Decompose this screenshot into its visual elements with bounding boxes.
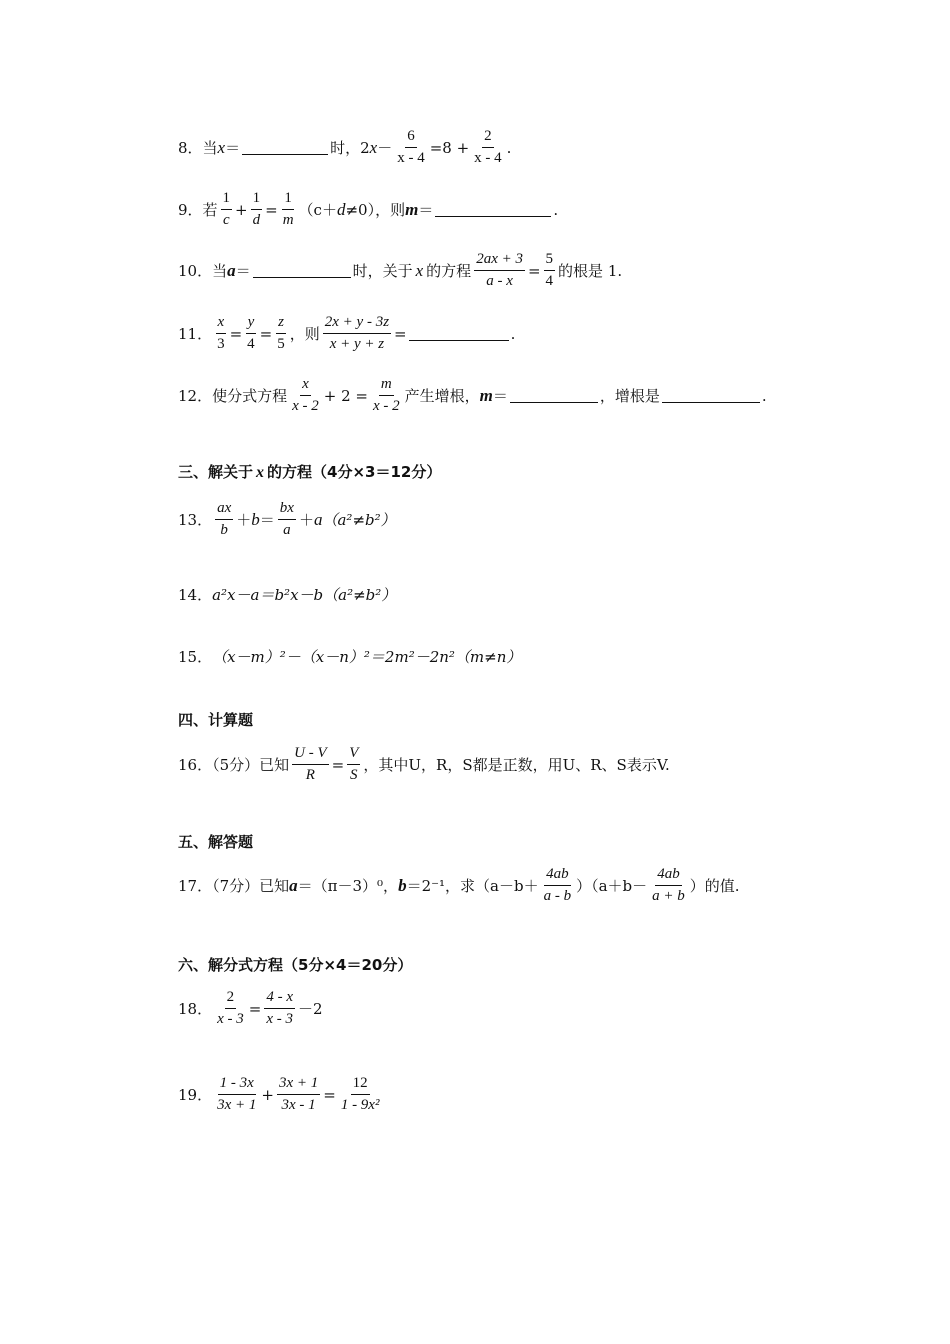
equals-sign: = <box>259 324 273 343</box>
question-10 <box>178 251 622 291</box>
fraction: $\frac{V}{S}$ <box>349 745 359 784</box>
section-heading-6: 六、解分式方程（5分×4＝20分） <box>178 956 413 974</box>
plus-sign: + <box>235 200 248 219</box>
plus-sign: ＋ <box>298 511 314 530</box>
condition-text: （a²≠b²） <box>322 511 396 530</box>
answer-blank[interactable] <box>510 388 598 403</box>
question-number: 14． <box>178 586 213 604</box>
question-8 <box>178 128 511 168</box>
variable: b <box>251 509 260 529</box>
period: . <box>553 200 559 219</box>
variable: a <box>227 260 236 280</box>
text: 的方程 <box>426 262 472 281</box>
text: 的根是 1. <box>558 262 623 281</box>
question-number: 10．当 <box>178 262 228 281</box>
question-19 <box>178 1075 384 1115</box>
equals-sign: ＝ <box>418 201 434 220</box>
fraction: 4ab a + b <box>652 866 685 905</box>
period: . <box>510 324 516 343</box>
equals-sign: ＝ <box>225 139 241 158</box>
period: . <box>761 386 767 405</box>
fraction: $\frac{5}{4}$ <box>545 251 554 290</box>
answer-blank[interactable] <box>242 140 328 155</box>
question-18 <box>178 989 323 1029</box>
fraction: $\frac{1}{d}$ <box>252 190 261 229</box>
question-15 <box>178 646 521 667</box>
variable: x <box>369 137 378 157</box>
answer-blank[interactable] <box>409 326 509 341</box>
fraction: $\frac{2ax + 3}{a - x}$ <box>476 251 523 290</box>
text: 时，2 <box>330 139 370 158</box>
fraction: $\frac{4 - x}{x - 3}$ <box>266 989 293 1028</box>
plus-sign: ＋ <box>236 511 252 530</box>
fraction: $\frac{6}{x - 4}$ <box>397 128 425 167</box>
variable: m <box>405 199 419 219</box>
fraction: $\frac{2}{x - 4}$ <box>474 128 502 167</box>
question-9 <box>178 190 558 230</box>
text: =8 + <box>429 138 470 157</box>
section-heading-5: 五、解答题 <box>178 833 254 851</box>
text: ，则 <box>289 325 320 344</box>
fraction: $\frac{3x + 1}{3x - 1}$ <box>278 1075 319 1114</box>
question-16 <box>178 745 670 785</box>
question-13 <box>178 500 396 540</box>
equals-sign: = <box>331 755 345 774</box>
equals-sign: ＝ <box>492 387 508 406</box>
equals-sign: = <box>265 200 278 219</box>
question-number: 18． <box>178 1000 213 1019</box>
text: ＝（π－3）⁰， <box>297 877 399 896</box>
answer-blank[interactable] <box>435 202 551 217</box>
answer-blank[interactable] <box>662 388 760 403</box>
question-12 <box>178 376 767 416</box>
question-number: 16．（5分）已知 <box>178 756 290 775</box>
plus-sign: + <box>261 1085 274 1104</box>
equals-sign: = <box>229 324 243 343</box>
equals-sign: ＝ <box>235 262 251 281</box>
fraction: $\frac{x}{3}$ <box>217 314 225 353</box>
equation: a²x－a＝b²x－b（a²≠b²） <box>212 586 397 604</box>
condition-text: ≠0），则 <box>345 201 406 220</box>
text: －2 <box>297 1000 323 1019</box>
fraction: $\frac{U - V}{R}$ <box>294 745 327 784</box>
text: ，增根是 <box>599 387 660 406</box>
text: 产生增根， <box>404 387 480 406</box>
fraction: 1 - 3x 3x + 1 <box>217 1075 257 1114</box>
variable: m <box>479 385 493 405</box>
variable: a <box>289 875 298 895</box>
variable: a <box>313 509 323 529</box>
fraction: 1 c <box>222 190 231 229</box>
equals-sign: ＝ <box>259 511 275 530</box>
equation: （x－m）²－（x－n）²＝2m²－2n²（m≠n） <box>212 648 522 666</box>
text: ，其中U，R，S都是正数，用U、R、S表示V. <box>363 756 670 775</box>
question-number: 19． <box>178 1086 213 1105</box>
fraction: $\frac{m}{x - 2}$ <box>372 376 400 415</box>
minus-sign: － <box>377 139 393 158</box>
variable: x <box>415 260 424 280</box>
section-heading-3: 三、解关于 x 的方程（4分×3＝12分） <box>178 463 442 481</box>
text: ＝2⁻¹，求（a－b＋ <box>406 877 539 896</box>
fraction: $\frac{12}{\text{1 - 9x²}}$ <box>340 1075 380 1114</box>
equals-sign: = <box>394 324 407 343</box>
question-number: 12．使分式方程 <box>178 387 288 406</box>
text: + 2 = <box>323 386 368 405</box>
variable: x <box>217 137 226 157</box>
question-17 <box>178 866 740 906</box>
fraction: $\frac{2}{x - 3}$ <box>217 989 244 1028</box>
fraction: x x - 2 <box>292 376 319 415</box>
fraction: $\frac{1}{m}$ <box>282 190 294 229</box>
fraction: $\frac{z}{5}$ <box>277 314 285 353</box>
variable: b <box>398 875 407 895</box>
question-number: 9．若 <box>178 201 218 220</box>
equals-sign: = <box>248 999 262 1018</box>
condition-text: （c＋ <box>298 201 337 220</box>
question-number: 11． <box>178 325 213 344</box>
text: ）的值. <box>689 877 740 896</box>
question-number: 13． <box>178 511 213 530</box>
question-number: 8．当 <box>178 139 218 158</box>
fraction: $\frac{2x + y - 3z}{x + y + z}$ <box>324 314 390 353</box>
equals-sign: = <box>323 1085 336 1104</box>
text: ）（a＋b－ <box>576 877 648 896</box>
question-11 <box>178 314 515 354</box>
equals-sign: = <box>527 261 541 280</box>
fraction: ax b <box>217 500 232 539</box>
fraction: $\frac{y}{4}$ <box>247 314 255 353</box>
fraction: 4ab a - b <box>543 866 572 905</box>
question-number: 15． <box>178 648 213 666</box>
period: . <box>506 138 512 157</box>
question-number: 17．（7分）已知 <box>178 877 290 896</box>
answer-blank[interactable] <box>253 263 351 278</box>
variable: d <box>336 199 346 219</box>
text: 时，关于 <box>352 262 413 281</box>
fraction: bx a <box>279 500 294 539</box>
question-14 <box>178 584 396 605</box>
section-heading-4: 四、计算题 <box>178 711 254 729</box>
